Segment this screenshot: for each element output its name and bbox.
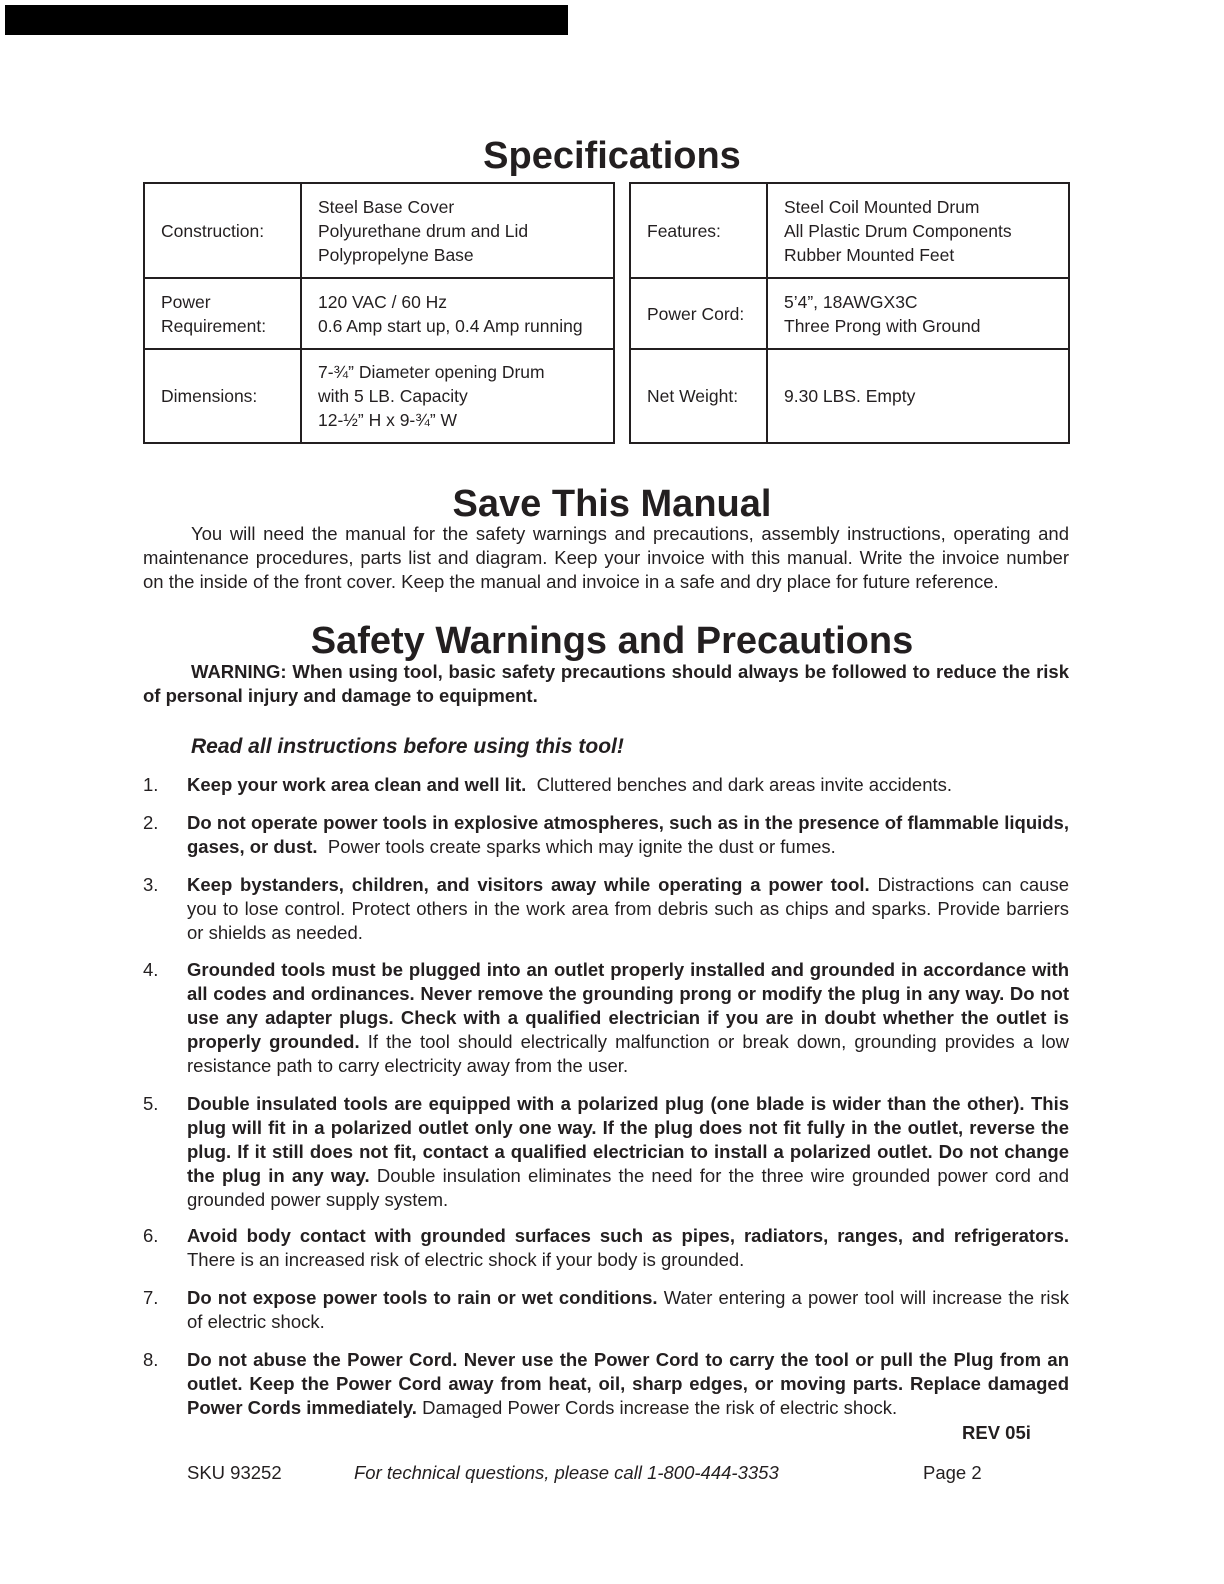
- safety-item-6: [143, 1224, 1069, 1272]
- item-number: 3.: [143, 874, 159, 895]
- item-number: 4.: [143, 959, 159, 980]
- warning-text: WARNING: When using tool, basic safety precautions should always be followed to reduce the risk of personal injury and damage to equipment.: [143, 661, 1069, 706]
- safety-item-7: [143, 1286, 1069, 1334]
- spec-value: 7-¾” Diameter opening Drum with 5 LB. Capacity 12-½” H x 9-¾” W: [301, 349, 614, 443]
- item-number: 2.: [143, 812, 159, 833]
- spec-value: Steel Coil Mounted Drum All Plastic Drum Components Rubber Mounted Feet: [767, 183, 1069, 278]
- item-text: There is an increased risk of electric shock if your body is grounded.: [187, 1249, 745, 1270]
- item-text: Double insulation eliminates the need for the three wire grounded power cord and grounded power supply system.: [187, 1165, 1069, 1210]
- spec-row-power-requirement: [144, 278, 614, 349]
- spec-value: 9.30 LBS. Empty: [767, 349, 1069, 443]
- revision-label: REV 05i: [962, 1422, 1031, 1443]
- spec-row-construction: [144, 183, 614, 278]
- spec-label: Net Weight:: [630, 349, 767, 443]
- save-manual-text: You will need the manual for the safety warnings and precautions, assembly instructions, operating and maintenance procedures, parts list and diagram. Keep your invoice with this manual. Write the invoice number on the inside of the front cover. Keep the manual and invoice in a safe and dry place for future reference.: [143, 523, 1069, 592]
- top-black-bar: [5, 5, 568, 35]
- item-bold-text: Avoid body contact with grounded surfaces such as pipes, radiators, ranges, and refrigerators.: [187, 1225, 1069, 1246]
- item-text: Cluttered benches and dark areas invite accidents.: [536, 774, 953, 795]
- spec-row-dimensions: [144, 349, 614, 443]
- specifications-table-left: [143, 182, 615, 444]
- specifications-table-right: [629, 182, 1070, 444]
- item-number: 7.: [143, 1287, 159, 1308]
- item-number: 6.: [143, 1225, 159, 1246]
- spec-label: Power Cord:: [630, 278, 767, 349]
- item-bold-text: Do not expose power tools to rain or wet conditions.: [187, 1287, 658, 1308]
- item-bold-text: Keep bystanders, children, and visitors away while operating a power tool.: [187, 874, 870, 895]
- item-text: Distractions can cause you to lose control. Protect others in the work area from debris such as chips and sparks. Provide barriers or shields as needed.: [187, 874, 1069, 943]
- spec-value: 5’4”, 18AWGX3C Three Prong with Ground: [767, 278, 1069, 349]
- item-number: 8.: [143, 1349, 159, 1370]
- spec-label: Power Requirement:: [144, 278, 301, 349]
- item-bold-text: Do not operate power tools in explosive atmospheres, such as in the presence of flammable liquids, gases, or dust.: [187, 812, 1069, 857]
- footer-page-number: Page 2: [923, 1462, 982, 1483]
- safety-item-1: [143, 773, 1069, 797]
- spec-label: Dimensions:: [144, 349, 301, 443]
- item-bold-text: Grounded tools must be plugged into an outlet properly installed and grounded in accordance with all codes and ordinances. Never remove the grounding prong or modify the plug in any way. Do not use any adapter plugs. Check with a qualified electrician if you are in doubt whether the outlet is properly grounded.: [187, 959, 1069, 1052]
- item-number: 5.: [143, 1093, 159, 1114]
- item-number: 1.: [143, 774, 159, 795]
- item-text: Damaged Power Cords increase the risk of electric shock.: [422, 1397, 898, 1418]
- read-instructions-note: Read all instructions before using this tool!: [191, 735, 624, 758]
- spec-value: 120 VAC / 60 Hz 0.6 Amp start up, 0.4 Amp running: [301, 278, 614, 349]
- safety-item-5: [143, 1092, 1069, 1212]
- item-bold-text: Keep your work area clean and well lit.: [187, 774, 527, 795]
- spec-label: Features:: [630, 183, 767, 278]
- safety-item-3: [143, 873, 1069, 945]
- spec-row-net-weight: [630, 349, 1069, 443]
- save-manual-title: Save This Manual: [452, 483, 772, 525]
- spec-label: Construction:: [144, 183, 301, 278]
- specifications-title: Specifications: [483, 135, 741, 177]
- item-bold-text: Do not abuse the Power Cord. Never use the Power Cord to carry the tool or pull the Plug from an outlet. Keep the Power Cord away from heat, oil, sharp edges, or moving parts. Replace damaged Power Cords immediately.: [187, 1349, 1069, 1418]
- item-text: Water entering a power tool will increase the risk of electric shock.: [187, 1287, 1070, 1332]
- safety-item-4: [143, 958, 1069, 1078]
- item-text: Power tools create sparks which may ignite the dust or fumes.: [327, 836, 836, 857]
- safety-item-2: [143, 811, 1069, 859]
- footer-sku: SKU 93252: [187, 1462, 282, 1483]
- safety-title: Safety Warnings and Precautions: [310, 620, 914, 662]
- item-bold-text: Double insulated tools are equipped with a polarized plug (one blade is wider than the other). This plug will fit in a polarized outlet only one way. If the plug does not fit fully in the outlet, reverse the plug. If it still does not fit, contact a qualified electrician to install a polarized outlet. Do not change the plug in any way.: [187, 1093, 1069, 1186]
- spec-row-power-cord: [630, 278, 1069, 349]
- spec-value: Steel Base Cover Polyurethane drum and Lid Polypropelyne Base: [301, 183, 614, 278]
- item-text: If the tool should electrically malfunction or break down, grounding provides a low resistance path to carry electricity away from the user.: [187, 1031, 1070, 1076]
- safety-item-8: [143, 1348, 1069, 1420]
- footer-tech-support: For technical questions, please call 1-800-444-3353: [354, 1462, 779, 1483]
- spec-row-features: [630, 183, 1069, 278]
